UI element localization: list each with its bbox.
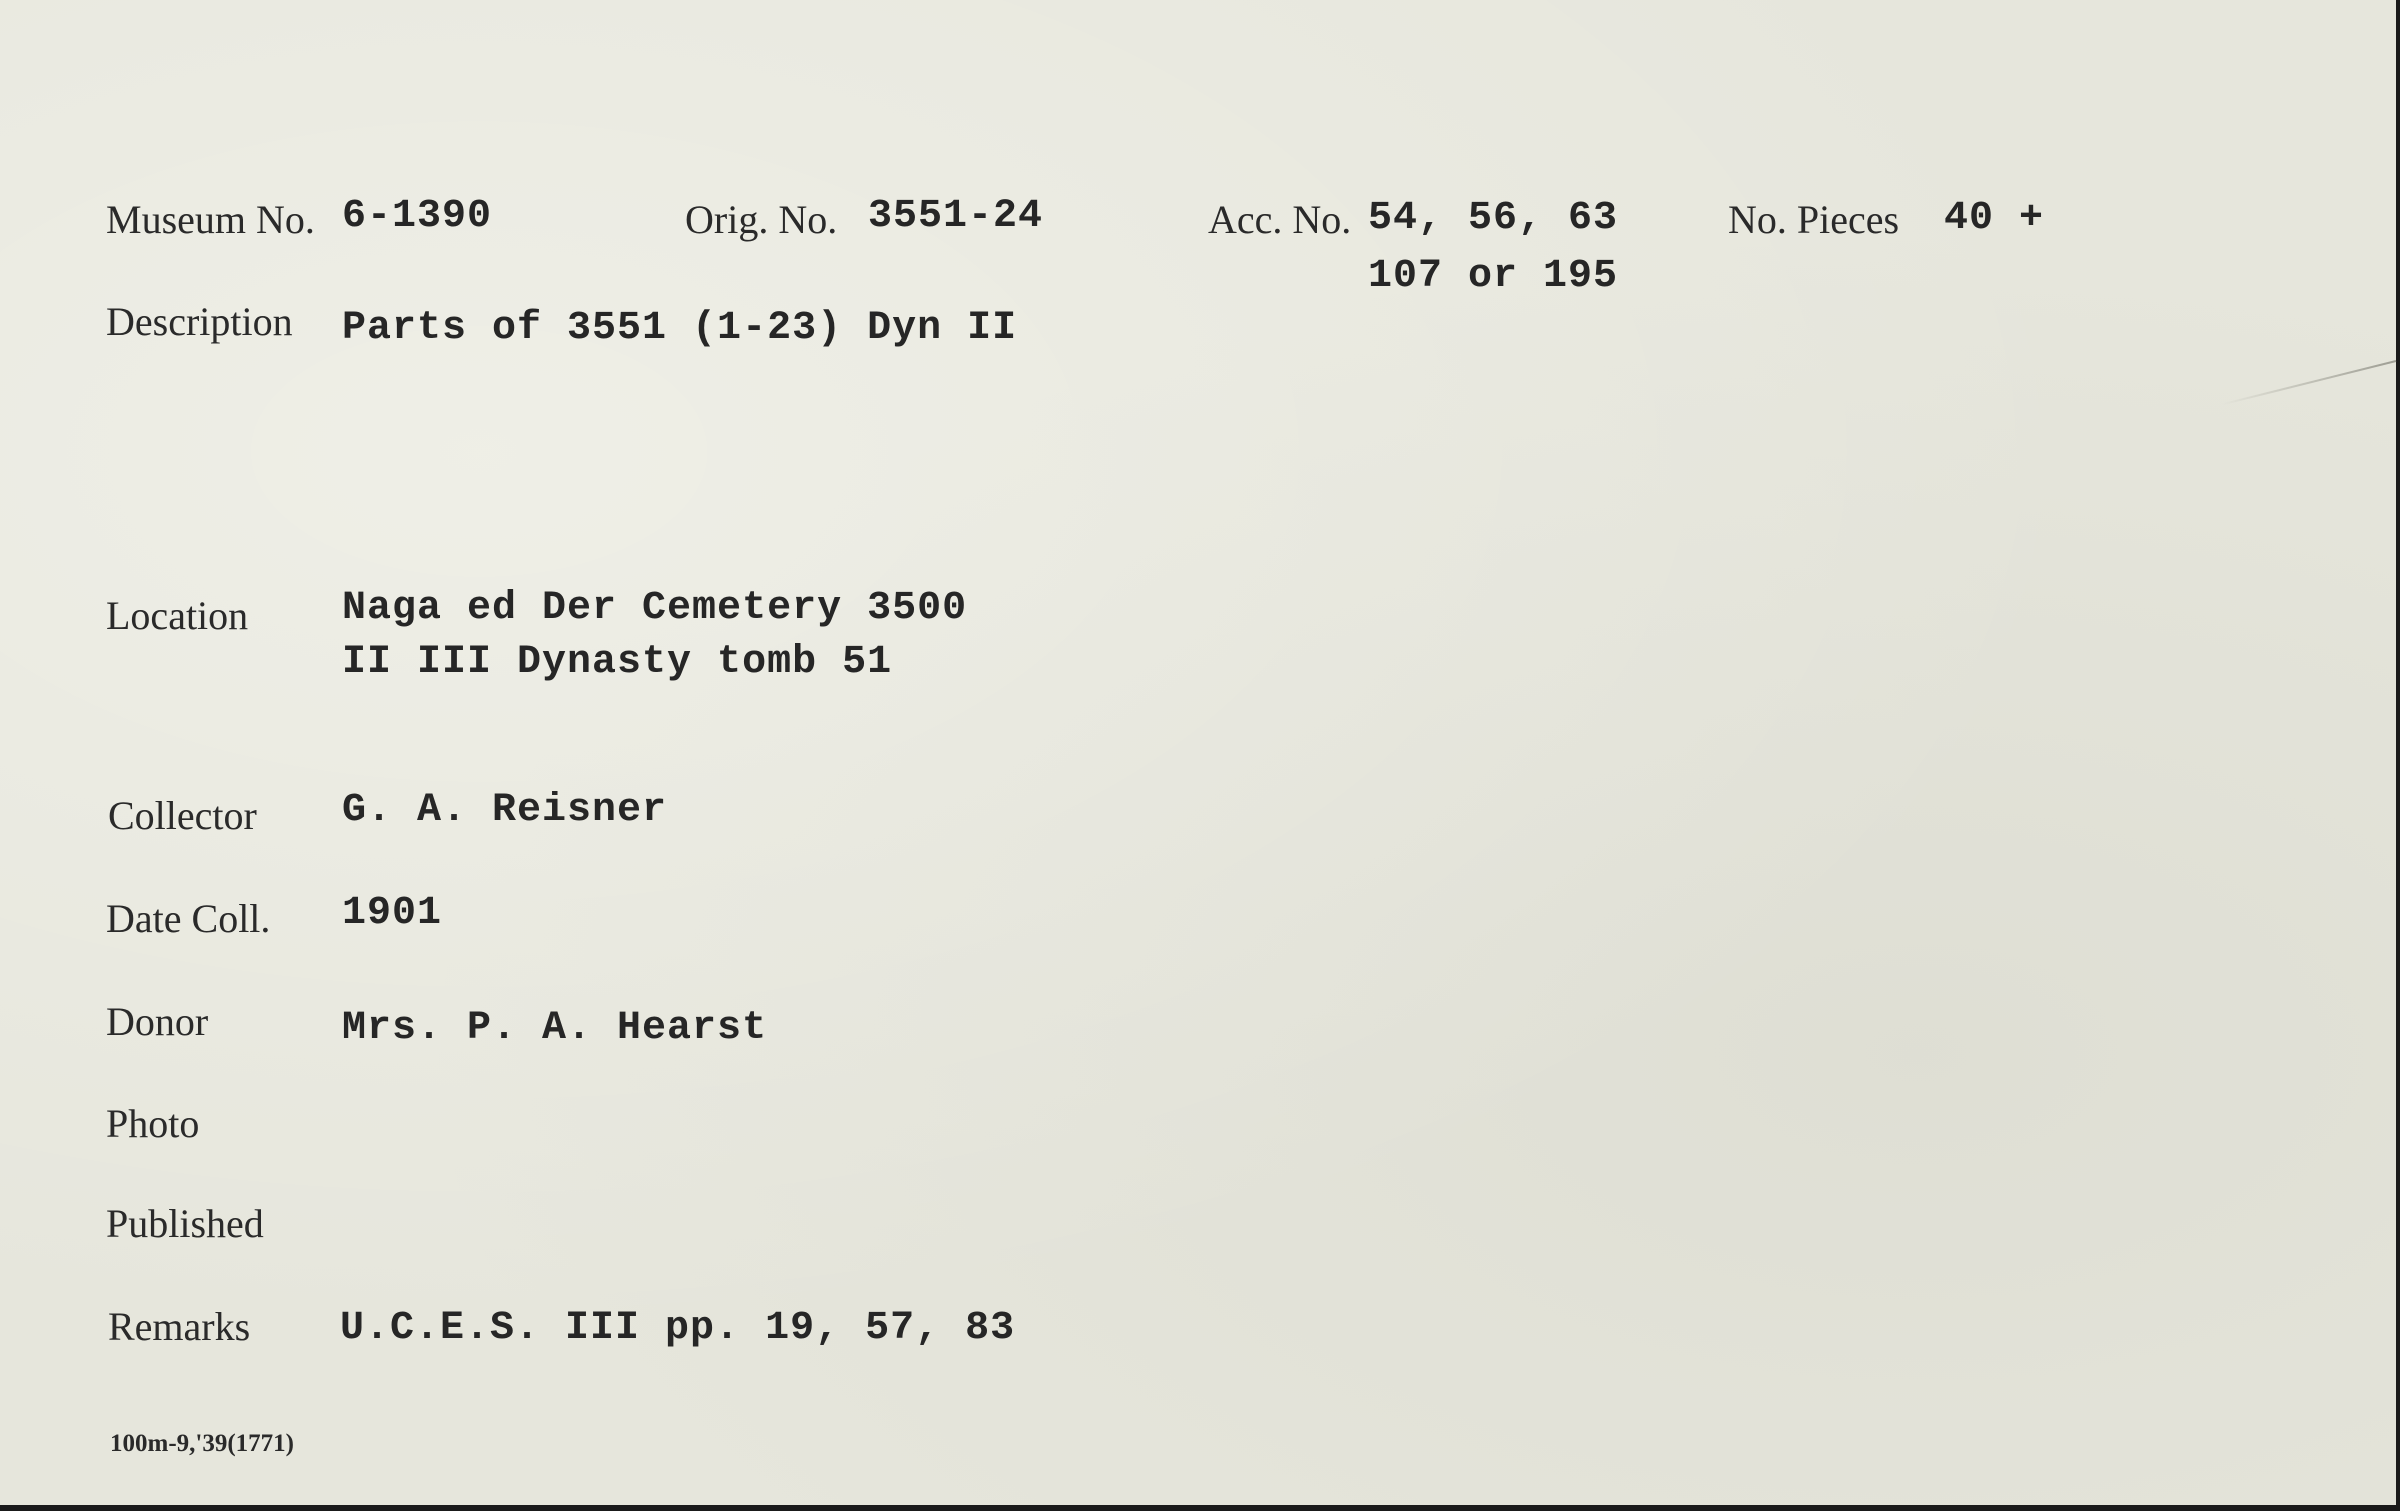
acc-no-value-line1: 54, 56, 63: [1368, 196, 1619, 241]
no-pieces-label: No. Pieces: [1728, 197, 1900, 242]
date-coll-label: Date Coll.: [106, 896, 271, 941]
date-coll-value: 1901: [342, 891, 443, 936]
location-label: Location: [106, 593, 249, 638]
published-label: Published: [106, 1201, 264, 1246]
remarks-value: U.C.E.S. III pp. 19, 57, 83: [340, 1306, 1016, 1351]
no-pieces-value: 40 +: [1944, 196, 2045, 241]
paper-crease: [2221, 360, 2396, 405]
description-label: Description: [106, 299, 293, 344]
orig-no-label: Orig. No.: [685, 197, 838, 242]
collector-label: Collector: [108, 793, 257, 838]
description-value: Parts of 3551 (1-23) Dyn II: [342, 306, 1018, 351]
donor-value: Mrs. P. A. Hearst: [342, 1006, 768, 1051]
donor-label: Donor: [106, 999, 209, 1044]
collector-value: G. A. Reisner: [342, 788, 668, 833]
acc-no-value-line2: 107 or 195: [1368, 254, 1619, 299]
location-line1: Naga ed Der Cemetery 3500: [342, 586, 968, 631]
photo-label: Photo: [106, 1101, 200, 1146]
footer-print-code: 100m-9,'39(1771): [110, 1430, 294, 1457]
museum-no-label: Museum No.: [106, 197, 315, 242]
orig-no-value: 3551-24: [868, 194, 1044, 239]
museum-no-value: 6-1390: [342, 194, 493, 239]
remarks-label: Remarks: [108, 1304, 251, 1349]
acc-no-label: Acc. No.: [1208, 197, 1352, 242]
location-line2: II III Dynasty tomb 51: [342, 640, 893, 685]
